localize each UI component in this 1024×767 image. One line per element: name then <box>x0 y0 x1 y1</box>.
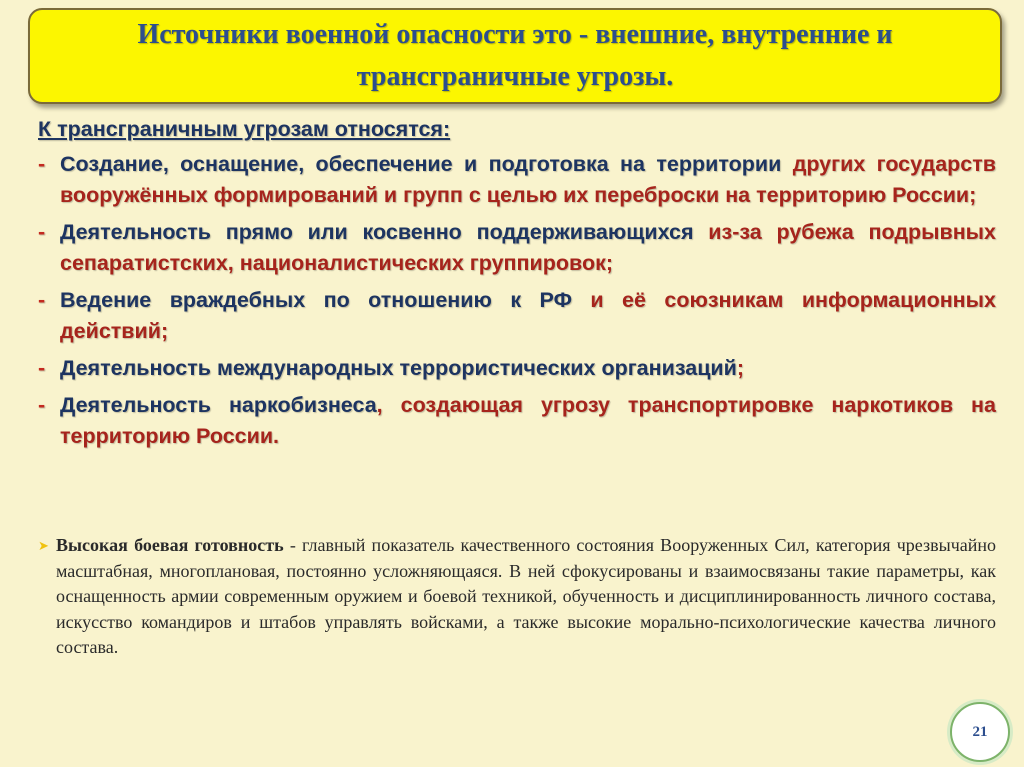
list-item-text <box>60 285 996 347</box>
item-text-part: Деятельность прямо или косвенно поддерживающихся <box>60 220 709 244</box>
list-item <box>38 217 996 279</box>
page-number: 21 <box>972 723 988 740</box>
slide-title: Источники военной опасности это - внешние, внутренние и трансграничные угрозы. <box>137 19 893 92</box>
threats-content <box>38 114 996 458</box>
chevron-right-icon: ➤ <box>38 538 49 553</box>
note-text <box>56 533 996 661</box>
item-text-part: и её союзникам информационных действий; <box>60 288 996 343</box>
item-text-part: других государств вооружённых формирований и групп с целью их переброски на территорию России; <box>60 152 996 207</box>
list-item <box>38 149 996 211</box>
note-body: - главный показатель качественного состояния Вооруженных Сил, категория чрезвычайно масштабная, многоплановая, постоянно усложняющаяся. В ней сфокусированы и взаимосвязаны такие параметры, как оснащенность армии современным оружием и боевой техникой, обученность и дисциплинированность личного состава, искусство командиров и штабов управлять войсками, а также высокие морально-психологические качества личного состава. <box>56 535 997 657</box>
item-text-part: , создающая угрозу транспортировке наркотиков на территорию России. <box>60 393 997 448</box>
readiness-note <box>38 533 996 661</box>
list-item <box>38 285 996 347</box>
item-text-part: Деятельность международных террористических организаций <box>60 356 737 380</box>
item-text-part: Создание, оснащение, обеспечение и подготовка на территории <box>60 152 793 176</box>
slide-title-box <box>28 8 1002 104</box>
dash-bullet: - <box>38 356 46 380</box>
item-text-part: из-за рубежа подрывных сепаратистских, националистических группировок; <box>60 220 996 275</box>
list-item <box>38 390 996 452</box>
list-item-text <box>60 353 996 384</box>
dash-bullet: - <box>38 393 46 417</box>
dash-bullet: - <box>38 152 46 176</box>
list-item <box>38 353 996 384</box>
dash-bullet: - <box>38 220 46 244</box>
list-item-text <box>60 149 996 211</box>
list-item-text <box>60 390 996 452</box>
section-heading: К трансграничным угрозам относятся: <box>38 117 451 141</box>
item-text-part: Ведение враждебных по отношению к РФ <box>60 288 591 312</box>
list-item-text <box>60 217 996 279</box>
note-bold-term: Высокая боевая готовность <box>56 535 284 555</box>
dash-bullet: - <box>38 288 46 312</box>
item-text-part: ; <box>736 356 745 380</box>
page-number-badge <box>950 702 1010 762</box>
item-text-part: Деятельность наркобизнеса <box>60 393 377 417</box>
